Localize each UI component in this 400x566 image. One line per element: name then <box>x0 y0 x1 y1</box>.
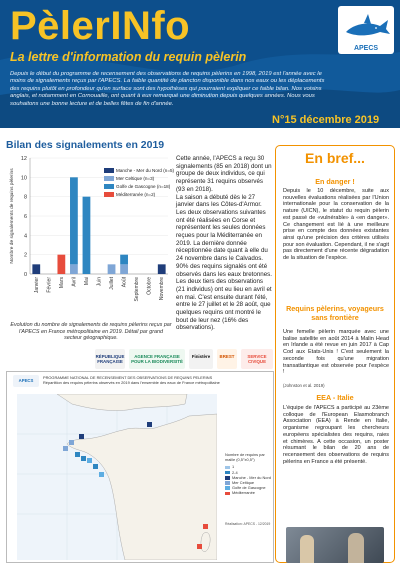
brest-logo <box>217 349 237 369</box>
partner-label: RÉPUBLIQUE FRANÇAISE <box>95 354 125 364</box>
eea-poster-photo <box>286 527 384 563</box>
republique-francaise-logo <box>95 349 125 369</box>
map-heading <box>43 376 263 386</box>
person-silhouette <box>300 535 314 563</box>
shark-icon <box>338 6 394 46</box>
legend-label: 2-4 <box>232 469 238 475</box>
x-tick-label: Mai <box>83 277 90 286</box>
legend-label: Golfe de Gascogne <box>232 485 266 491</box>
x-tick-label: Juillet <box>109 277 116 290</box>
legend-swatch <box>225 481 230 485</box>
intro-text: Depuis le début du programme de recensement des observations de requins pèlerins en 1998, 2019 est l'année avec le moins de signalements reçus par l'APECS. La faible quantité de plancton disponible dans nos eaux ou les déplacements des requins plutôt en profondeur qu'en surface sont des hypothèses qui pourraient expliquer ce faible bilan. Nos voisins anglais, et notamment en Cornouaille, ont quant à eux remarqué une diminution depuis quelques années. Nous vous souhaitons une bonne lecture et de belles fêtes de fin d'année. <box>10 71 325 107</box>
legend-swatch <box>225 492 230 496</box>
legend-swatch <box>225 471 230 475</box>
legend-swatch <box>225 486 230 490</box>
legend-item <box>225 490 273 495</box>
partner-label: BREST <box>219 354 235 359</box>
map-legend <box>225 452 273 496</box>
afb-logo <box>129 349 185 369</box>
bilan-text <box>176 155 272 332</box>
legend-swatch <box>225 476 230 480</box>
y-tick-label: 2 <box>23 252 27 259</box>
eea-text: L'équipe de l'APECS a participé au 23ème colloque de l'European Elasmobranch Association (EEA) à Rende en Italie, organisme regroupant les chercheurs européens spécialistes des requins, raies et chimères. A cette occasion, un poster résumant le bilan de 20 ans de recensement des observations de requins pèlerins en France a été présenté. <box>283 405 389 465</box>
partner-label: Finistère <box>191 354 211 359</box>
x-tick-label: Juin <box>96 277 103 287</box>
bar-segment <box>70 177 78 264</box>
finistere-logo <box>189 349 213 369</box>
en-danger-title: En danger ! <box>315 177 355 186</box>
legend-label: Golfe de Gascogne (n=18) <box>116 184 171 189</box>
y-tick-label: 10 <box>20 175 27 182</box>
legend-label: Méditerranée (n=2) <box>116 192 156 197</box>
logo-text: APECS <box>353 45 379 52</box>
map-footer: Réalisation: APECS - 12/2019 <box>225 522 271 526</box>
bar-segment <box>70 264 78 274</box>
en-bref-title: En bref... <box>305 150 365 166</box>
x-tick-label: Mars <box>58 277 65 289</box>
y-tick-label: 12 <box>20 156 27 162</box>
bar-segment <box>57 255 65 274</box>
legend-swatch <box>225 466 230 470</box>
bilan-title: Bilan des signalements en 2019 <box>6 139 165 151</box>
newsletter-subtitle: La lettre d'information du requin pèlerin <box>10 50 247 64</box>
map-title: PROGRAMME NATIONAL DE RECENSEMENT DES OBSERVATIONS DE REQUINS PELERINS <box>43 375 213 380</box>
legend-swatch <box>104 176 114 181</box>
france-coast-map <box>17 394 217 560</box>
partner-label: AGENCE FRANÇAISE POUR LA BIODIVERSITÉ <box>131 354 183 364</box>
map-legend-title: Nombre de requins par maille (0,5°x0,5°) <box>225 452 265 463</box>
map-subtitle: Répartition des requins pèlerins observés en 2019 dans l'ensemble des eaux de France métropolitaine <box>43 379 220 385</box>
bar-segment <box>120 264 128 274</box>
partner-label: SERVICE CIVIQUE <box>247 354 267 364</box>
bar-segment <box>83 197 91 274</box>
legend-label: 1 <box>232 464 235 470</box>
bar-segment <box>158 264 166 274</box>
legend-label: Manche - Mer du Nord <box>232 474 271 480</box>
chart-caption: Evolution du nombre de signalements de requins pèlerins reçus par l'APECS en France métropolitaine en 2019. Détail par grand secteur géographique. <box>10 322 172 342</box>
en-danger-text: Depuis le 10 décembre, suite aux nouvelles évaluations réalisées par l'Union internationale pour la conservation de la nature (UICN), le statut du requin pèlerin est passé de «vulnérable» à «en danger». Ce changement est lié à une meilleure prise en compte des données existantes ainsi qu'une précision des critères utilisés pour son évaluation. Cependant, il ne s'agit pas directement d'une récente dégradation de la situation de l'espèce. <box>283 188 389 262</box>
legend-label: Mer Celtique (n=3) <box>116 176 155 181</box>
y-axis-label: Nombre de signalements de requins pèlerins <box>10 168 15 264</box>
x-tick-label: Février <box>46 277 53 293</box>
y-tick-label: 8 <box>23 194 27 201</box>
bar-segment <box>32 264 40 274</box>
issue-number: N°15 décembre 2019 <box>272 114 380 126</box>
y-tick-label: 4 <box>23 233 27 240</box>
legend-swatch <box>104 168 114 173</box>
legend-swatch <box>104 184 114 189</box>
legend-swatch <box>104 192 114 197</box>
bar-segment <box>120 255 128 265</box>
voyageurs-title: Requins pèlerins, voyageurs sans frontière <box>286 304 384 322</box>
x-tick-label: Octobre <box>146 277 153 295</box>
legend-label: Manche - Mer du Nord (n=5) <box>116 168 174 173</box>
service-civique-logo <box>241 349 273 369</box>
y-tick-label: 0 <box>23 272 27 278</box>
person-silhouette <box>348 533 364 563</box>
bilan-paragraph: Cette année, l'APECS a reçu 30 signalements (85 en 2018) dont un groupe de deux individus, ce qui représente 31 requins observés (93 en 2018). <box>176 155 272 193</box>
signalements-bar-chart <box>6 152 174 320</box>
observations-map <box>6 371 274 563</box>
eea-title: EEA - Italie <box>316 393 354 402</box>
x-tick-label: Janvier <box>33 277 40 294</box>
x-tick-label: Août <box>121 277 128 288</box>
x-tick-label: Novembre <box>159 277 166 301</box>
bar-segment <box>108 264 116 274</box>
apecs-logo <box>338 6 394 54</box>
x-tick-label: Septembre <box>134 277 141 302</box>
legend-label: Mer Celtique <box>232 480 255 486</box>
bilan-paragraph: La saison a débuté dès le 27 janvier dans les Côtes-d'Armor. Les deux observations suivantes ont été réalisées en Corse et représentent les seules données reçues pour la Méditerranée en 2019. La dernière donnée réceptionnée date quant à elle du 24 novembre dans le Calvados. <box>176 193 268 263</box>
map-apecs-logo: APECS <box>13 375 39 387</box>
y-tick-label: 6 <box>23 214 27 220</box>
partner-logos <box>95 349 275 369</box>
bilan-paragraph: 90% des requins signalés ont été observés dans les eaux bretonnes. Les deux tiers des observations (21 individus) ont eu lieu en avril et en mai. C'est ensuite durant l'été, entre le 27 juillet et le 28 août, que quelques requins ont montré le bout de leur nez (16% des observations). <box>176 262 272 332</box>
en-bref-box <box>275 145 395 563</box>
x-tick-label: Avril <box>71 277 78 287</box>
voyageurs-reference: (Johnston et al. 2019) <box>283 383 325 388</box>
header-banner <box>0 0 400 128</box>
legend-label: Méditerranée <box>232 490 255 496</box>
voyageurs-text: Une femelle pèlerin marquée avec une balise satellite en août 2014 à Malin Head en Irlande a été revue en juin 2017 à Cap Cod aux Etats-Unis ! C'est seulement la seconde fois qu'une migration transatlantique est observée pour l'espèce ! <box>283 329 389 376</box>
newsletter-title: PèlerINfo <box>10 4 191 48</box>
